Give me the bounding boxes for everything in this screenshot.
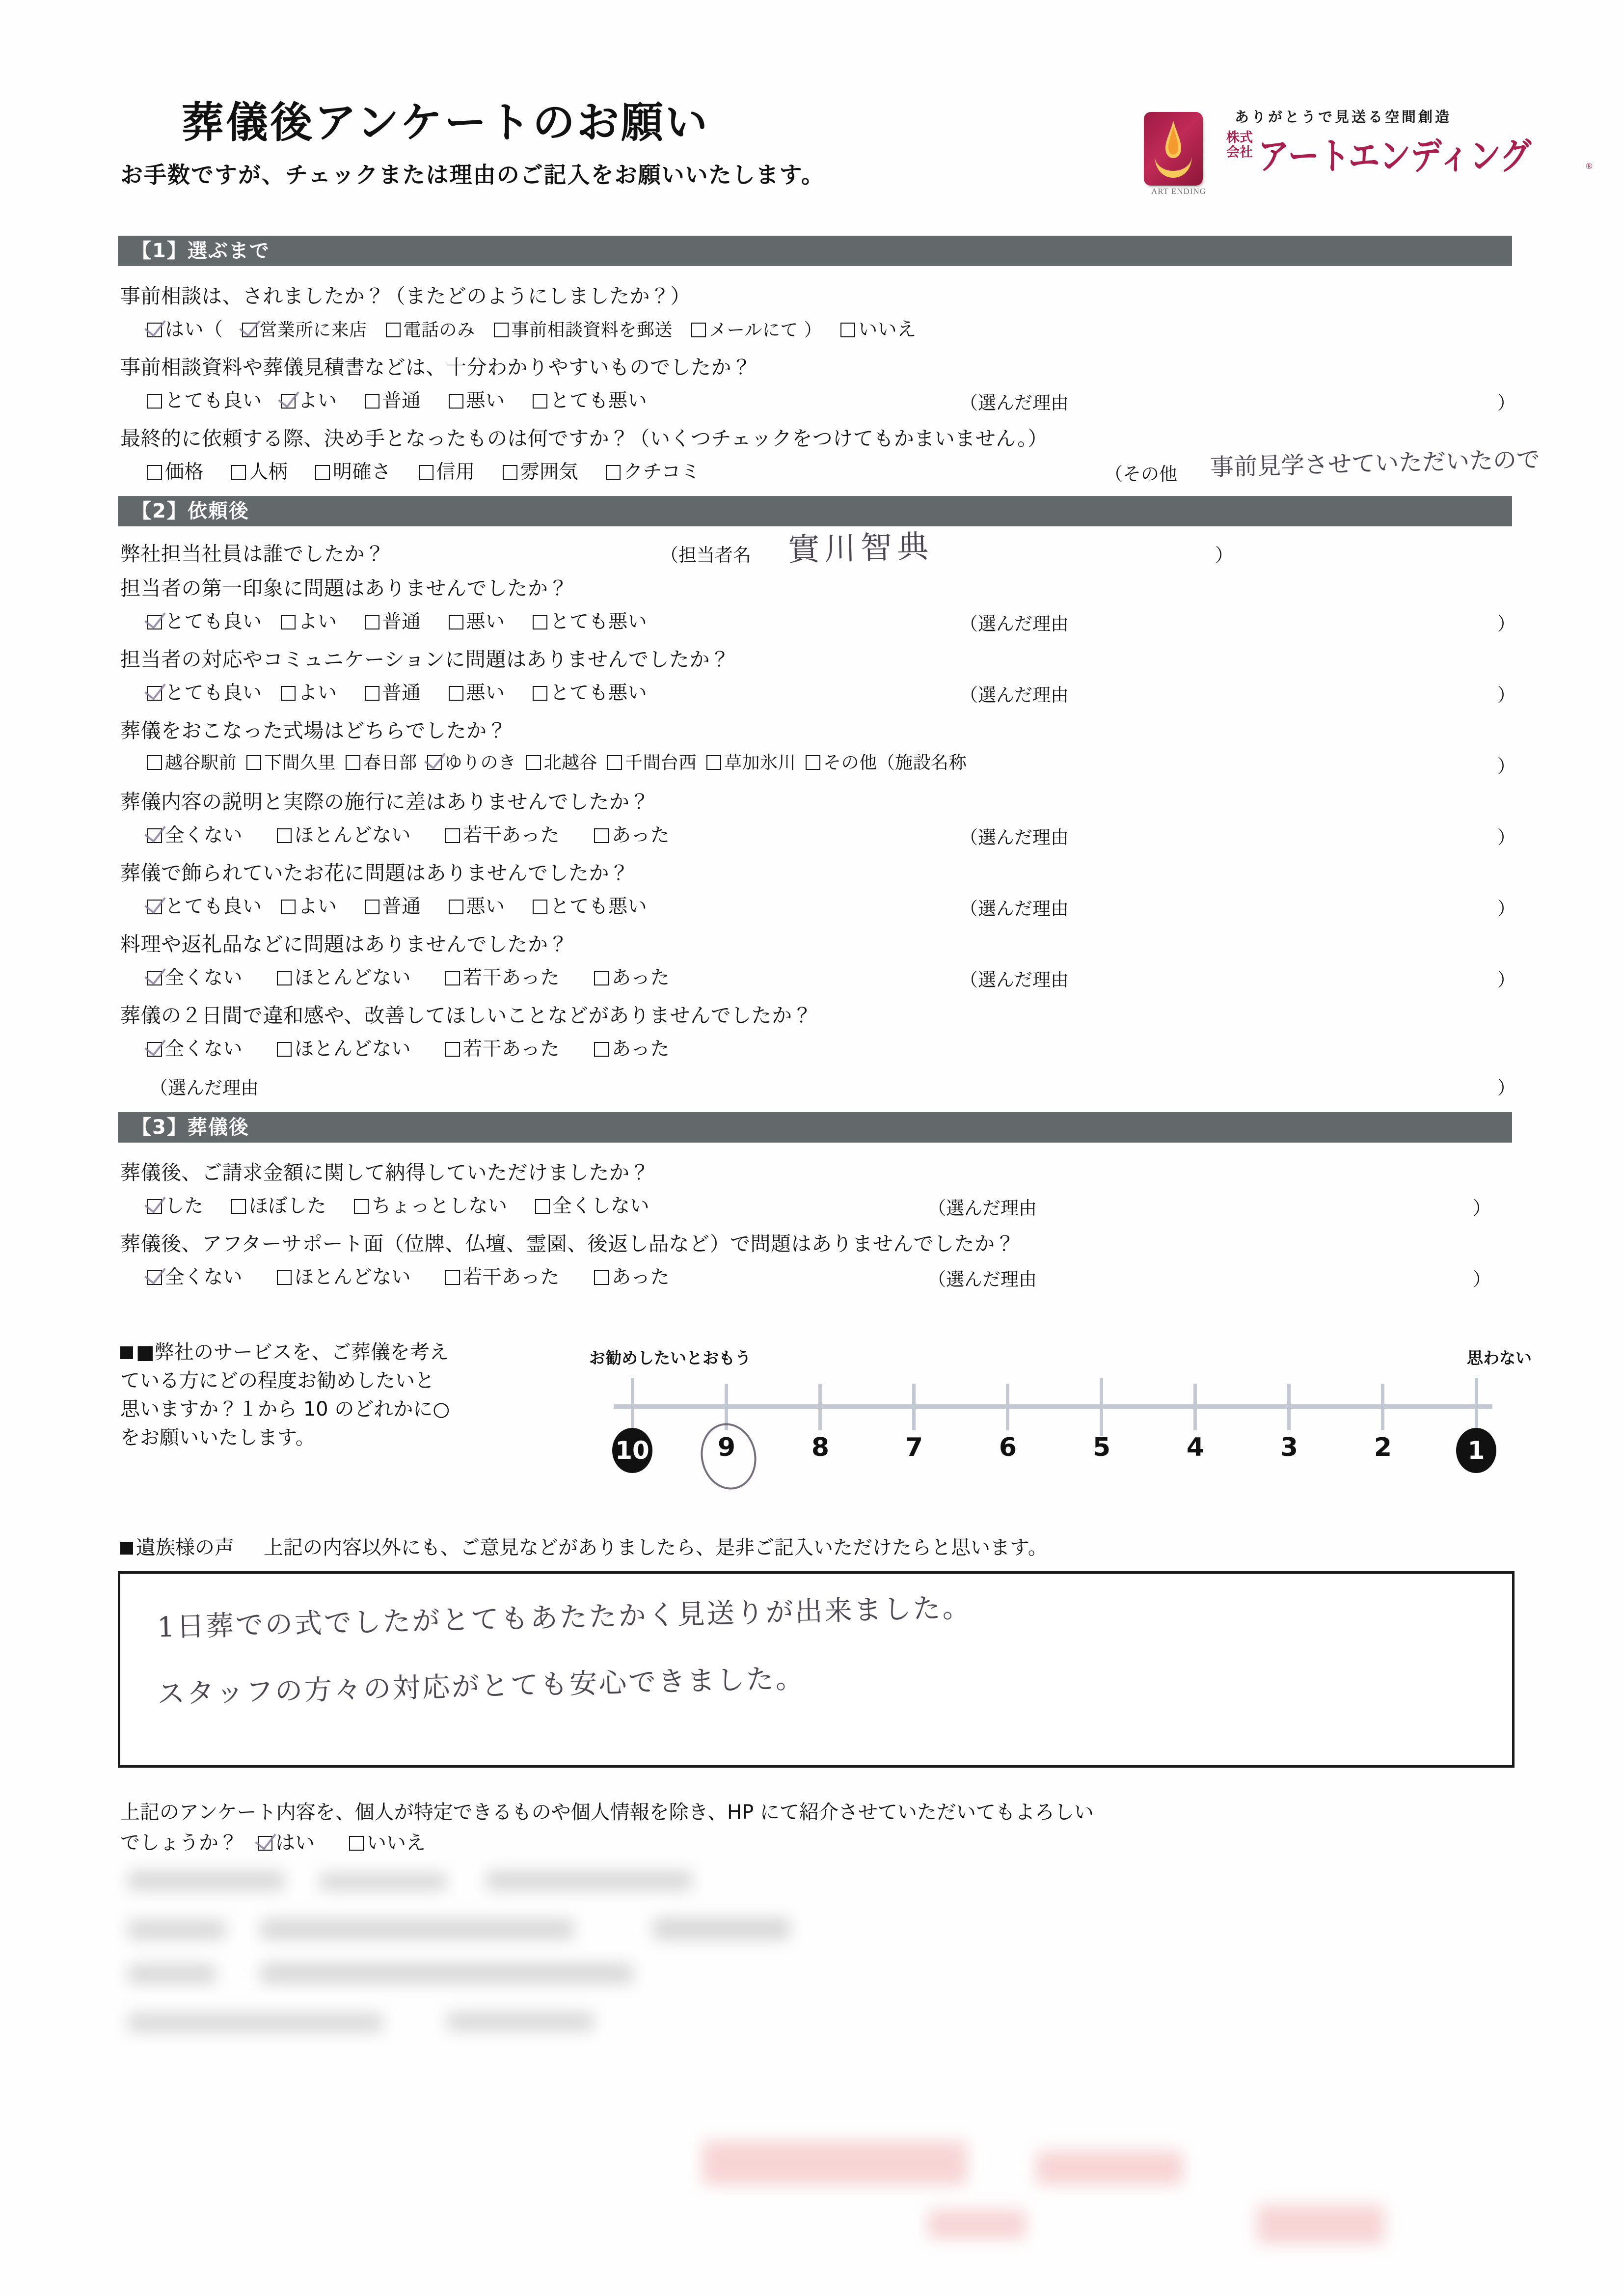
option-bad[interactable]: [449, 606, 505, 634]
option-label: 事前相談資料を郵送: [511, 320, 673, 340]
section-band-2: 【2】依頼後: [118, 496, 1512, 526]
option-good[interactable]: [281, 606, 337, 634]
option-label: 全くしない: [552, 1195, 650, 1217]
question-1-3-options: [147, 457, 719, 484]
checkbox-checked[interactable]: [147, 686, 162, 701]
option-personality[interactable]: [231, 457, 288, 484]
option-label: ちょっとしない: [372, 1195, 508, 1217]
option-none-at-all[interactable]: [147, 820, 243, 847]
checkbox-checked[interactable]: [147, 323, 162, 337]
option-bad[interactable]: [449, 678, 505, 705]
checkbox[interactable]: [449, 394, 463, 409]
option-label: 北越谷: [543, 753, 598, 773]
consent-option-no[interactable]: [349, 1828, 426, 1858]
nps-tick-10: [631, 1378, 634, 1436]
consent-line2-text: でしょうか？: [120, 1831, 238, 1854]
voice-header-title: 遺族様の声: [136, 1536, 234, 1559]
option-venue-yurinoki[interactable]: [427, 749, 516, 774]
checkbox-checked[interactable]: [147, 971, 162, 985]
option-label: 全くない: [165, 1266, 243, 1288]
checkbox[interactable]: [281, 686, 296, 701]
checkbox[interactable]: [533, 615, 547, 629]
voice-header-desc: 上記の内容以外にも、ご意見などがありましたら、是非ご記入いただけたらと思います。: [264, 1536, 1048, 1559]
question-1-2-reason-close[interactable]: ）: [1497, 392, 1515, 413]
checkbox[interactable]: [315, 465, 330, 480]
checkbox-checked[interactable]: [147, 828, 162, 843]
option-label: ほとんどない: [295, 1038, 411, 1060]
page-header: [0, 74, 1623, 231]
option-label: 下間久里: [264, 753, 336, 773]
option-bad[interactable]: [449, 385, 505, 413]
question-2-6-reason-close[interactable]: ）: [1497, 898, 1515, 919]
option-almost-none[interactable]: [277, 962, 411, 990]
option-label: 草加氷川: [724, 753, 796, 773]
nps-tick-6: [1006, 1384, 1009, 1430]
checkbox[interactable]: [354, 1199, 369, 1214]
bullet-square-icon: [120, 1346, 133, 1359]
option-label: とても悪い: [550, 611, 648, 633]
checkbox[interactable]: [277, 1042, 292, 1057]
option-label: いいえ: [858, 319, 917, 341]
nps-value-7[interactable]: 7: [905, 1433, 923, 1462]
bullet-square-icon: [120, 1542, 133, 1555]
option-label: あった: [612, 824, 670, 847]
option-wom[interactable]: [606, 457, 700, 484]
checkbox[interactable]: [365, 686, 379, 701]
nps-prompt-line3: 思いますか？１から 10 のどれかに○: [120, 1398, 450, 1421]
option-label: 若干あった: [463, 1266, 560, 1288]
question-2-3-reason-label: （選んだ理由: [960, 684, 1069, 706]
nps-value-3[interactable]: 3: [1280, 1433, 1298, 1462]
checkbox[interactable]: [277, 1270, 292, 1285]
nps-value-1: 1: [1467, 1436, 1485, 1465]
checkbox-checked[interactable]: [147, 1199, 162, 1214]
checkbox[interactable]: [494, 323, 509, 337]
consent-option-yes[interactable]: [258, 1828, 315, 1858]
checkbox[interactable]: [806, 755, 820, 770]
option-label: 営業所に来店: [259, 320, 367, 340]
question-2-6-reason-label: （選んだ理由: [960, 898, 1069, 919]
question-2-6-options: [147, 891, 666, 919]
checkbox[interactable]: [445, 1270, 460, 1285]
checkbox[interactable]: [606, 465, 621, 480]
checkbox[interactable]: [346, 755, 360, 770]
question-3-1-options: [147, 1191, 668, 1218]
option-price[interactable]: [147, 457, 204, 484]
flame-hands-icon: [1144, 112, 1203, 186]
question-2-8-text: 葬儀の２日間で違和感や、改善してほしいことなどがありませんでしたか？: [120, 1004, 813, 1027]
nps-tick-8: [818, 1384, 822, 1430]
checkbox[interactable]: [365, 394, 379, 409]
option-venue-shimomaguri[interactable]: [246, 749, 336, 774]
option-label: ほとんどない: [295, 1266, 411, 1288]
option-had[interactable]: [594, 820, 670, 847]
page-subtitle: お手数ですが、チェックまたは理由のご記入をお願いいたします。: [120, 162, 825, 188]
option-had[interactable]: [594, 1034, 670, 1061]
question-2-3-reason-close[interactable]: ）: [1497, 684, 1515, 706]
option-had[interactable]: [594, 962, 670, 990]
question-2-5-text: 葬儀内容の説明と実際の施行に差はありませんでしたか？: [120, 790, 650, 814]
option-label: ほとんどない: [295, 824, 411, 847]
section-band-1: 【1】選ぶまで: [118, 236, 1512, 266]
option-label: 普通: [382, 896, 421, 918]
option-label: とても良い: [165, 896, 262, 918]
option-label: よい: [298, 611, 337, 633]
nps-tick-7: [912, 1384, 916, 1430]
option-good[interactable]: [281, 678, 337, 705]
consent-line1: 上記のアンケート内容を、個人が特定できるものや個人情報を除き、HP にて紹介させていただいてもよろしい: [120, 1801, 1094, 1824]
question-3-2-reason-close[interactable]: ）: [1473, 1269, 1491, 1290]
option-not-satisfied[interactable]: [535, 1191, 650, 1218]
option-label: 電話のみ: [403, 320, 475, 340]
question-2-5-reason-label: （選んだ理由: [960, 827, 1069, 848]
checkbox-checked[interactable]: [147, 900, 162, 914]
option-label: よい: [298, 682, 337, 704]
option-slight[interactable]: [445, 1262, 560, 1289]
checkbox[interactable]: [147, 465, 162, 480]
option-label: とても悪い: [550, 390, 648, 412]
checkbox[interactable]: [231, 465, 246, 480]
handwriting-staff-name: 實川智典: [787, 528, 934, 569]
option-good[interactable]: [281, 891, 337, 919]
checkbox[interactable]: [533, 686, 547, 701]
nps-left-label: お勧めしたいとおもう: [589, 1348, 751, 1367]
option-bad[interactable]: [449, 891, 505, 919]
option-email[interactable]: [691, 316, 822, 341]
question-3-1-reason-label: （選んだ理由: [928, 1198, 1037, 1219]
checkbox-checked[interactable]: [242, 323, 257, 337]
option-label: 悪い: [466, 390, 505, 412]
nps-endpoint-10[interactable]: [612, 1428, 652, 1473]
question-2-7-reason-close[interactable]: ）: [1497, 969, 1515, 990]
checkbox[interactable]: [365, 615, 379, 629]
option-no[interactable]: [840, 314, 917, 342]
question-2-4-options: [147, 749, 985, 774]
checkbox-checked[interactable]: [147, 615, 162, 629]
handwriting-voice-line2: スタッフの方々の対応がとても安心できました。: [157, 1662, 806, 1711]
option-venue-other[interactable]: [806, 749, 967, 774]
checkbox[interactable]: [277, 828, 292, 843]
checkbox[interactable]: [277, 971, 292, 985]
option-label: よい: [298, 896, 337, 918]
checkbox[interactable]: [594, 828, 609, 843]
question-3-2-reason-label: （選んだ理由: [928, 1269, 1037, 1290]
checkbox[interactable]: [445, 828, 460, 843]
company-logo: [1144, 103, 1593, 196]
checkbox[interactable]: [840, 323, 855, 337]
option-venue-sokahikawa[interactable]: [706, 749, 796, 774]
checkbox[interactable]: [594, 1042, 609, 1057]
option-label: とても良い: [165, 682, 262, 704]
question-1-2-options: [147, 385, 666, 413]
checkbox[interactable]: [419, 465, 433, 480]
option-label: あった: [612, 1266, 670, 1288]
nps-tick-1: [1475, 1378, 1478, 1436]
option-yes[interactable]: [147, 314, 223, 342]
checkbox-checked[interactable]: [147, 1270, 162, 1285]
question-1-1-options: [147, 314, 935, 342]
option-trust[interactable]: [419, 457, 475, 484]
option-label: 明確さ: [333, 461, 391, 483]
option-very-good[interactable]: [147, 606, 262, 634]
checkbox[interactable]: [526, 755, 541, 770]
question-2-2-options: [147, 606, 666, 634]
question-2-1-staff-close: ）: [1215, 545, 1233, 566]
section-band-3: 【3】葬儀後: [118, 1112, 1512, 1143]
checkbox[interactable]: [503, 465, 517, 480]
checkbox-checked[interactable]: [147, 1042, 162, 1057]
option-label: クチコミ: [623, 461, 701, 483]
option-phone-only[interactable]: [386, 316, 475, 341]
nps-value-8[interactable]: 8: [811, 1433, 830, 1462]
option-venue-kitakoshigaya[interactable]: [526, 749, 598, 774]
option-label: 信用: [436, 461, 475, 483]
option-clarity[interactable]: [315, 457, 391, 484]
option-label: 春日部: [363, 753, 417, 773]
option-label: 全くない: [165, 824, 243, 847]
option-label: 若干あった: [463, 824, 560, 847]
option-label: 悪い: [466, 896, 505, 918]
option-label: ほぼした: [249, 1195, 327, 1217]
option-label: とても悪い: [550, 896, 648, 918]
checkbox[interactable]: [281, 615, 296, 629]
checkbox[interactable]: [445, 971, 460, 985]
option-slightly-dissatisfied[interactable]: [354, 1191, 508, 1218]
nps-scale[interactable]: [584, 1345, 1532, 1478]
question-2-1-staff-label: （担当者名: [660, 545, 751, 566]
question-1-3-other-label: （その他: [1105, 464, 1177, 485]
option-label: 普通: [382, 390, 421, 412]
checkbox[interactable]: [147, 394, 162, 409]
nps-prompt-line4: をお願いいたします。: [120, 1426, 315, 1449]
option-label: した: [165, 1195, 204, 1217]
checkbox[interactable]: [246, 755, 261, 770]
option-label: ゆりのき: [444, 753, 516, 773]
nps-prompt: [120, 1338, 557, 1452]
checkbox[interactable]: [594, 971, 609, 985]
checkbox[interactable]: [445, 1042, 460, 1057]
option-almost-none[interactable]: [277, 1034, 411, 1061]
nps-value-4[interactable]: 4: [1186, 1433, 1205, 1462]
option-very-good[interactable]: [147, 891, 262, 919]
nps-value-6[interactable]: 6: [999, 1433, 1017, 1462]
option-label: 全くない: [165, 1038, 243, 1060]
option-label: 悪い: [466, 611, 505, 633]
option-very-bad[interactable]: [533, 678, 648, 705]
checkbox[interactable]: [607, 755, 622, 770]
redacted-personal-info: [113, 1866, 1537, 2273]
checkbox[interactable]: [449, 686, 463, 701]
option-very-good[interactable]: [147, 385, 262, 413]
option-label: あった: [612, 967, 670, 989]
option-very-bad[interactable]: [533, 385, 648, 413]
question-1-2-text: 事前相談資料や葬儀見積書などは、十分わかりやすいものでしたか？: [120, 355, 752, 379]
option-label: メールにて ）: [709, 320, 822, 340]
question-2-3-text: 担当者の対応やコミュニケーションに問題はありませんでしたか？: [120, 648, 730, 671]
option-venue-sengendainishi[interactable]: [607, 749, 697, 774]
option-mostly-satisfied[interactable]: [231, 1191, 326, 1218]
checkbox[interactable]: [691, 323, 706, 337]
option-satisfied[interactable]: [147, 1191, 204, 1218]
option-slight[interactable]: [445, 820, 560, 847]
option-label: とても良い: [165, 611, 262, 633]
option-almost-none[interactable]: [277, 1262, 411, 1289]
checkbox[interactable]: [533, 394, 547, 409]
checkbox[interactable]: [386, 323, 401, 337]
handwriting-other-reason: 事前見学させていただいたので: [1210, 445, 1541, 482]
option-label: 人柄: [249, 461, 288, 483]
option-label: その他（施設名称: [823, 753, 967, 773]
checkbox-checked[interactable]: [281, 394, 296, 409]
question-1-3-text: 最終的に依頼する際、決め手となったものは何ですか？（いくつチェックをつけてもかまいません。）: [120, 427, 1048, 450]
option-label: はい（: [165, 319, 223, 341]
logo-corp-prefix: [1222, 131, 1257, 160]
option-visit-office[interactable]: [242, 316, 367, 341]
option-label: 価格: [165, 461, 204, 483]
handwriting-voice-line1: 1日葬での式でしたがとてもあたたかく見送りが出来ました。: [157, 1591, 973, 1644]
option-normal[interactable]: [365, 678, 421, 705]
option-venue-koshigaya-ekimae[interactable]: [147, 749, 237, 774]
question-2-5-reason-close[interactable]: ）: [1497, 827, 1515, 848]
nps-tick-2: [1381, 1384, 1384, 1430]
option-mail-docs[interactable]: [494, 316, 673, 341]
option-label: 普通: [382, 611, 421, 633]
option-label: よい: [298, 390, 337, 412]
option-label: 全くない: [165, 967, 243, 989]
option-slight[interactable]: [445, 1034, 560, 1061]
question-2-7-text: 料理や返礼品などに問題はありませんでしたか？: [120, 932, 568, 956]
option-label: あった: [612, 1038, 670, 1060]
nps-tick-4: [1193, 1384, 1197, 1430]
option-slight[interactable]: [445, 962, 560, 990]
question-2-5-options: [147, 820, 688, 847]
option-label: 雰囲気: [520, 461, 579, 483]
checkbox[interactable]: [349, 1836, 364, 1851]
nps-value-5[interactable]: 5: [1092, 1433, 1111, 1462]
option-very-bad[interactable]: [533, 606, 648, 634]
question-3-1-text: 葬儀後、ご請求金額に関して納得していただけましたか？: [120, 1161, 650, 1184]
question-2-2-text: 担当者の第一印象に問題はありませんでしたか？: [120, 576, 568, 600]
question-3-2-options: [147, 1262, 688, 1289]
option-label: とても悪い: [550, 682, 648, 704]
checkbox[interactable]: [281, 900, 296, 914]
option-label: いいえ: [367, 1831, 426, 1854]
nps-prompt-text1: ■弊社のサービスを、ご葬儀を考え: [136, 1341, 449, 1364]
checkbox[interactable]: [533, 900, 547, 914]
nps-value-9[interactable]: 9: [717, 1433, 736, 1462]
option-label: はい: [275, 1831, 315, 1854]
checkbox[interactable]: [594, 1270, 609, 1285]
consent-line2: [120, 1828, 1544, 1858]
option-label: とても良い: [165, 390, 262, 412]
option-normal[interactable]: [365, 891, 421, 919]
option-label: 若干あった: [463, 967, 560, 989]
checkbox-checked[interactable]: [427, 755, 442, 770]
option-venue-kasukabe[interactable]: [346, 749, 417, 774]
registered-mark: ®: [1586, 161, 1593, 171]
option-label: 越谷駅前: [165, 753, 237, 773]
checkbox[interactable]: [365, 900, 379, 914]
nps-tick-5: [1100, 1378, 1103, 1436]
nps-axis-line: [614, 1404, 1492, 1409]
logo-corp-prefix-line1: 株式: [1226, 130, 1253, 145]
checkbox[interactable]: [147, 755, 162, 770]
option-very-bad[interactable]: [533, 891, 648, 919]
option-none-at-all[interactable]: [147, 1262, 243, 1289]
option-label: 悪い: [466, 682, 505, 704]
option-good[interactable]: [281, 385, 337, 413]
checkbox[interactable]: [449, 900, 463, 914]
option-almost-none[interactable]: [277, 820, 411, 847]
nps-value-10: 10: [615, 1436, 649, 1465]
question-2-7-options: [147, 962, 688, 990]
logo-corp-prefix-line2: 会社: [1226, 145, 1253, 160]
option-label: 普通: [382, 682, 421, 704]
option-label: 若干あった: [463, 1038, 560, 1060]
question-3-1-reason-close[interactable]: ）: [1473, 1198, 1491, 1219]
question-2-3-options: [147, 678, 666, 705]
question-2-6-text: 葬儀で飾られていたお花に問題はありませんでしたか？: [120, 861, 630, 885]
question-2-4-text: 葬儀をおこなった式場はどちらでしたか？: [120, 719, 508, 742]
checkbox-checked[interactable]: [258, 1836, 272, 1851]
option-normal[interactable]: [365, 606, 421, 634]
logo-tagline: ありがとうで見送る空間創造: [1235, 109, 1452, 125]
option-none-at-all[interactable]: [147, 1034, 243, 1061]
question-1-2-reason-label: （選んだ理由: [960, 392, 1069, 413]
question-2-4-other-close[interactable]: ）: [1497, 756, 1515, 777]
nps-value-2[interactable]: 2: [1374, 1433, 1392, 1462]
question-2-7-reason-label: （選んだ理由: [960, 969, 1069, 990]
checkbox[interactable]: [449, 615, 463, 629]
question-2-8-reason-label: （選んだ理由: [150, 1077, 259, 1098]
option-label: ほとんどない: [295, 967, 411, 989]
option-very-good[interactable]: [147, 678, 262, 705]
voice-header: [120, 1532, 1048, 1560]
option-none-at-all[interactable]: [147, 962, 243, 990]
logo-mark-icon: [1144, 112, 1203, 186]
question-2-8-reason-close[interactable]: ）: [1497, 1077, 1515, 1098]
option-normal[interactable]: [365, 385, 421, 413]
checkbox[interactable]: [706, 755, 721, 770]
nps-prompt-line1: [120, 1338, 557, 1367]
checkbox[interactable]: [231, 1199, 246, 1214]
logo-brand-name: アートエンディング: [1258, 135, 1531, 179]
nps-endpoint-1[interactable]: [1456, 1428, 1496, 1473]
question-2-2-reason-close[interactable]: ）: [1497, 613, 1515, 634]
question-2-8-options: [147, 1034, 688, 1061]
checkbox[interactable]: [535, 1199, 550, 1214]
option-had[interactable]: [594, 1262, 670, 1289]
consent-block: [120, 1797, 1544, 1858]
logo-en-text: ART ENDING: [1151, 187, 1207, 196]
nps-tick-3: [1287, 1384, 1291, 1430]
question-1-1-text: 事前相談は、されましたか？（またどのようにしましたか？）: [120, 284, 691, 308]
question-3-2-text: 葬儀後、アフターサポート面（位牌、仏壇、霊園、後返し品など）で問題はありませんでしたか？: [120, 1232, 1016, 1256]
question-2-2-reason-label: （選んだ理由: [960, 613, 1069, 634]
page-title: 葬儀後アンケートのお願い: [182, 98, 709, 147]
option-label: 千間台西: [625, 753, 697, 773]
handwriting-selected-circle: [695, 1418, 762, 1495]
option-atmosphere[interactable]: [503, 457, 579, 484]
question-2-1-text: 弊社担当社員は誰でしたか？: [120, 542, 385, 566]
nps-right-label: 思わない: [1467, 1348, 1532, 1367]
nps-prompt-line2: ている方にどの程度お勧めしたいと: [120, 1369, 434, 1392]
